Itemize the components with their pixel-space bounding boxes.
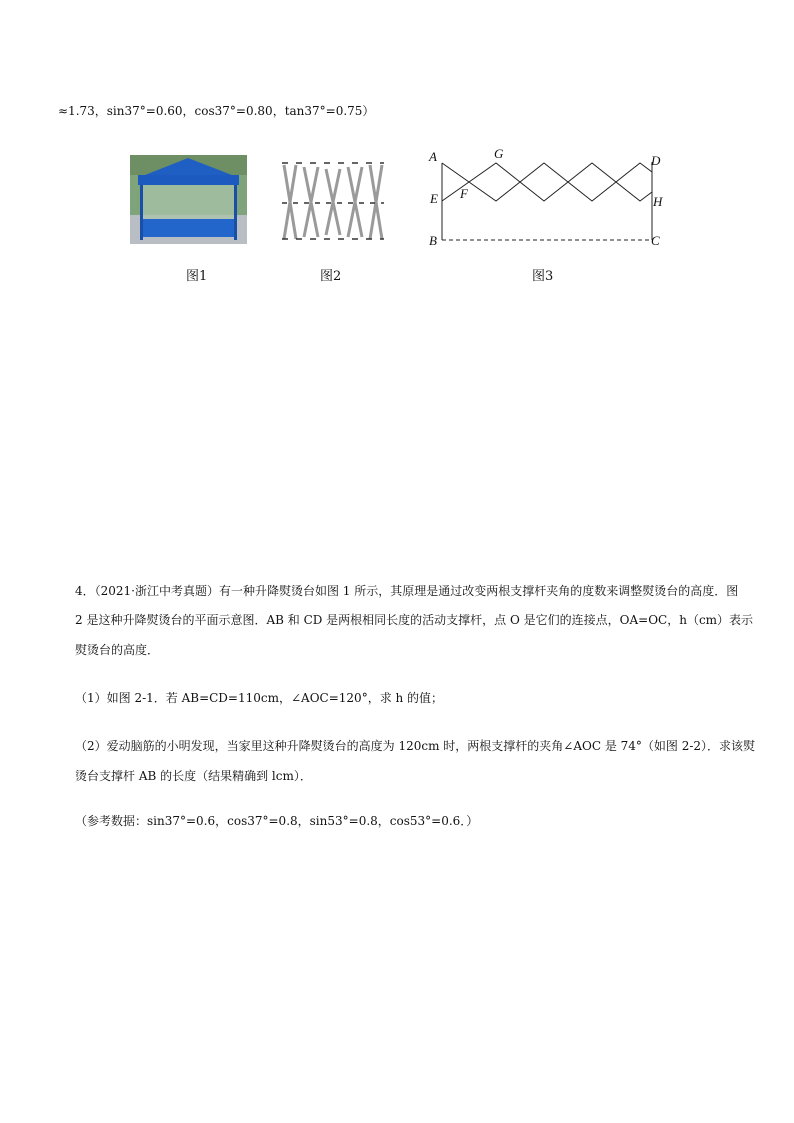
problem-4-line-2: 2 是这种升降熨烫台的平面示意图．AB 和 CD 是两根相同长度的活动支撑杆，点 O 是它们的连接点，OA=OC，h（cm）表示 — [75, 613, 754, 627]
label-F: F — [460, 186, 468, 201]
label-A: A — [429, 149, 437, 164]
problem-4-line-1: 4．（2021·浙江中考真题）有一种升降熨烫台如图 1 所示，其原理是通过改变两根支撑杆夹角的度数来调整熨烫台的高度．图 — [75, 584, 739, 598]
problem-4-part-1: （1）如图 2-1．若 AB=CD=110cm，∠AOC=120°，求 h 的值； — [75, 691, 444, 705]
figure-1-caption: 图1 — [186, 269, 208, 284]
label-B: B — [429, 233, 437, 248]
zigzag-upper — [442, 163, 652, 201]
figure-3-diagram — [425, 145, 670, 255]
zigzag-lower — [442, 163, 652, 201]
figure-2-caption: 图2 — [320, 269, 342, 284]
figure-2-frame-photo — [278, 155, 388, 244]
label-H: H — [653, 194, 663, 209]
problem-4-line-3: 熨烫台的高度． — [75, 643, 160, 657]
figure-1-tent-photo — [130, 155, 247, 244]
problem-4-part-2-line-2: 烫台支撑杆 AB 的长度（结果精确到 lcm）． — [75, 769, 312, 783]
label-D: D — [651, 153, 661, 168]
label-G: G — [494, 146, 504, 161]
label-E: E — [430, 191, 438, 206]
reference-values-line: ≈1.73，sin37°=0.60，cos37°=0.80，tan37°=0.75） — [58, 104, 375, 118]
figure-3-caption: 图3 — [532, 269, 554, 284]
problem-4-part-2-line-1: （2）爱动脑筋的小明发现，当家里这种升降熨烫台的高度为 120cm 时，两根支撑杆的夹角∠AOC 是 74°（如图 2-2）．求该熨 — [75, 739, 756, 753]
problem-4-reference-data: （参考数据：sin37°=0.6，cos37°=0.8，sin53°=0.8，cos53°=0.6．） — [75, 814, 479, 828]
label-C: C — [651, 233, 660, 248]
